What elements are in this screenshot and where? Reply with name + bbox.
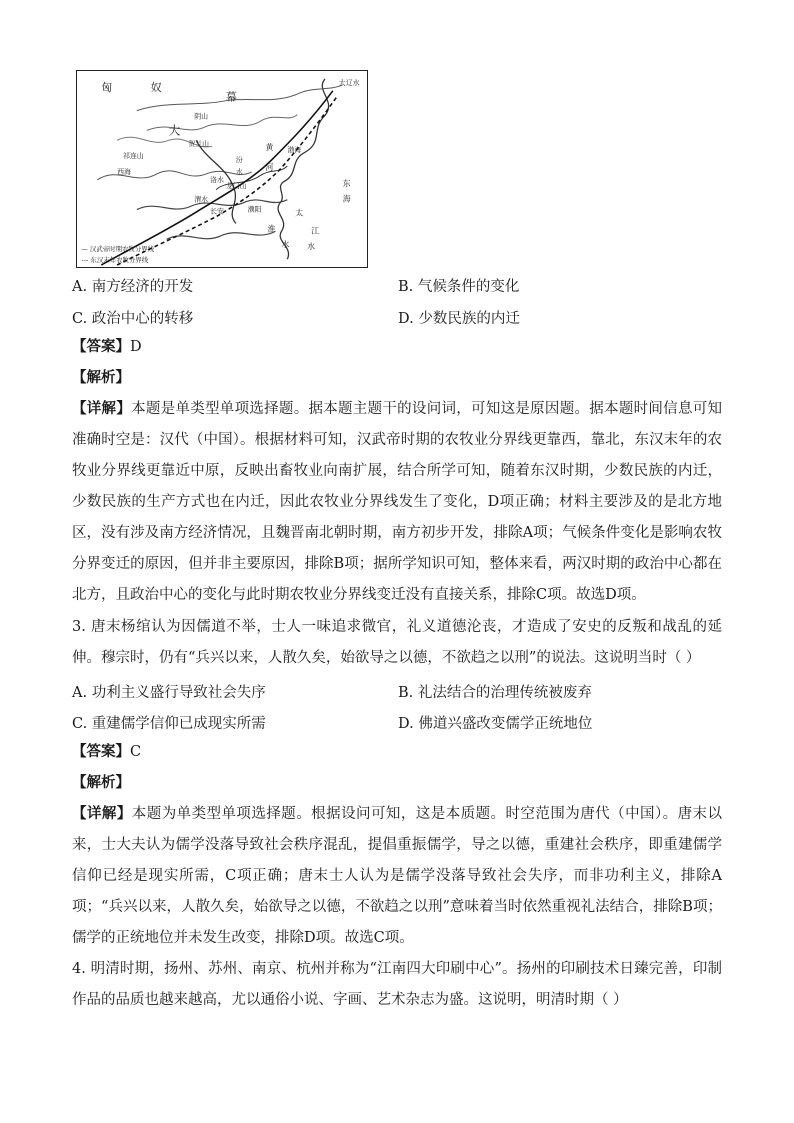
q3-stem: 3. 唐末杨绾认为因儒道不举，士人一味追求微官，礼义道德沦丧，才造成了安史的反叛和战乱的延伸。穆宗时，仍有“兵兴以来，人散久矣，始欲导之以德，不欲趋之以刑”的说法。这说明当时（ ） (72, 619, 722, 666)
map-label-shui1: 水 (235, 167, 243, 176)
map-label-xiongnu-2: 奴 (150, 80, 162, 94)
map-label-xiongnu-1: 匈 (101, 80, 113, 94)
map-label-fen: 汾 (235, 156, 243, 165)
q2-answer-label: 【答案】 (72, 338, 130, 355)
q2-options-row-2 (72, 307, 722, 331)
map-legend-line1: — 汉武帝时期农牧分界线 (81, 245, 155, 254)
map-label-helanshan: 贺兰山 (188, 140, 210, 149)
q2-option-c[interactable]: C. 政治中心的转移 (72, 311, 194, 327)
map-label-tai: 太 (295, 208, 304, 218)
map-label-wei: 渭水 (194, 195, 209, 204)
q3-answer-value: C (130, 744, 142, 760)
q2-option-b[interactable]: B. 气候条件的变化 (398, 279, 520, 295)
q2-detail (72, 393, 722, 611)
q2-detail-label: 【详解】 (72, 400, 132, 417)
map-label-mu: 幕 (225, 90, 237, 104)
map-label-jiang2: 水 (307, 242, 316, 252)
q2-option-d[interactable]: D. 少数民族的内迁 (398, 311, 520, 327)
map-figure (76, 70, 368, 268)
q3-answer-label: 【答案】 (72, 743, 130, 760)
q3-detail-text: 本题为单类型单项选择题。根据设问可知，这是本质题。时空范围为唐代（中国）。唐末以来，士大夫认为儒学没落导致社会秩序混乱，提倡重振儒学，导之以德，重建社会秩序，即重建儒学信仰已经是现实所需，C项正确；唐末士人认为是儒学没落导致社会失序，而非功利主义，排除A项；“兵兴以来，人散久矣，始欲导之以德，不欲趋之以刑”意味着当时依然重视礼法结合，排除B项；儒学的正统地位并未发生改变，排除D项。故选C项。 (72, 806, 723, 946)
map-legend-line2: --- 东汉末年农牧分界线 (81, 256, 149, 265)
map-label-dong: 东 (342, 178, 351, 188)
map-label-bohai: 渤海 (287, 146, 302, 155)
q3-option-c[interactable]: C. 重建儒学信仰已成现实所需 (72, 716, 266, 732)
map-label-da-mid: 大 (168, 123, 181, 138)
q3-option-d[interactable]: D. 佛道兴盛改变儒学正统地位 (398, 716, 593, 732)
map-label-daling: 大辽水 (338, 78, 360, 87)
q2-answer-value: D (130, 339, 142, 355)
map-label-huai: 淮 (267, 224, 276, 234)
map-label-jiang1: 江 (311, 226, 319, 236)
map-label-he: 河 (265, 162, 274, 172)
q3-answer (72, 736, 722, 768)
q2-analysis-heading (72, 362, 722, 394)
map-label-huang: 黄 (265, 143, 274, 153)
map-label-qilian: 祁连山 (123, 152, 144, 161)
q2-options-row-1 (72, 275, 722, 299)
q3-detail-label: 【详解】 (72, 805, 132, 822)
q2-answer (72, 331, 722, 363)
map-label-hai: 海 (342, 194, 351, 204)
q3-analysis-label: 【解析】 (72, 774, 130, 791)
map-illustration (77, 71, 367, 267)
q4-stem: 4. 明清时期，扬州、苏州、南京、杭州并称为“江南四大印刷中心”。扬州的印刷技术日臻完善，印制作品的品质也越来越高，尤以通俗小说、字画、艺术杂志为盛。这说明，明清时期（ ） (72, 961, 722, 1008)
q3-option-a[interactable]: A. 功利主义盛行导致社会失序 (72, 685, 266, 701)
map-label-longmen: 龙门山 (225, 181, 247, 190)
q3-detail (72, 798, 722, 954)
q3-options-row-1 (72, 681, 722, 705)
map-label-luo: 洛水 (210, 175, 224, 184)
q2-detail-text: 本题是单类型单项选择题。据本题主题干的设问词，可知这是原因题。据本题时间信息可知准确时空是：汉代（中国）。根据材料可知，汉武帝时期的农牧业分界线更靠西，靠北，东汉末年的农牧业分界线更靠近中原，反映出畜牧业向南扩展，结合所学可知，随着东汉时期，少数民族的内迁，少数民族的生产方式也在内迁，因此农牧业分界线发生了变化，D项正确；材料主要涉及的是北方地区，没有涉及南方经济情况，且魏晋南北朝时期，南方初步开发，排除A项；气候条件变化是影响农牧分界变迁的原因，但并非主要原因，排除B项；据所学知识可知，整体来看，两汉时期的政治中心都在北方，且政治中心的变化与此时期农牧业分界线变迁没有直接关系，排除C项。故选D项。 (72, 401, 723, 603)
q2-option-a[interactable]: A. 南方经济的开发 (72, 279, 194, 295)
map-label-shui2: 水 (281, 240, 290, 250)
q2-analysis-label: 【解析】 (72, 369, 130, 386)
map-label-yinshan: 阴山 (194, 112, 209, 121)
q3-analysis-heading (72, 767, 722, 799)
map-label-xihai: 西海 (117, 167, 131, 176)
q3-options-row-2 (72, 712, 722, 736)
map-label-puyang: 濮阳 (247, 205, 262, 214)
map-label-changan: 长安 (210, 207, 224, 216)
q3-option-b[interactable]: B. 礼法结合的治理传统被废弃 (398, 685, 592, 701)
